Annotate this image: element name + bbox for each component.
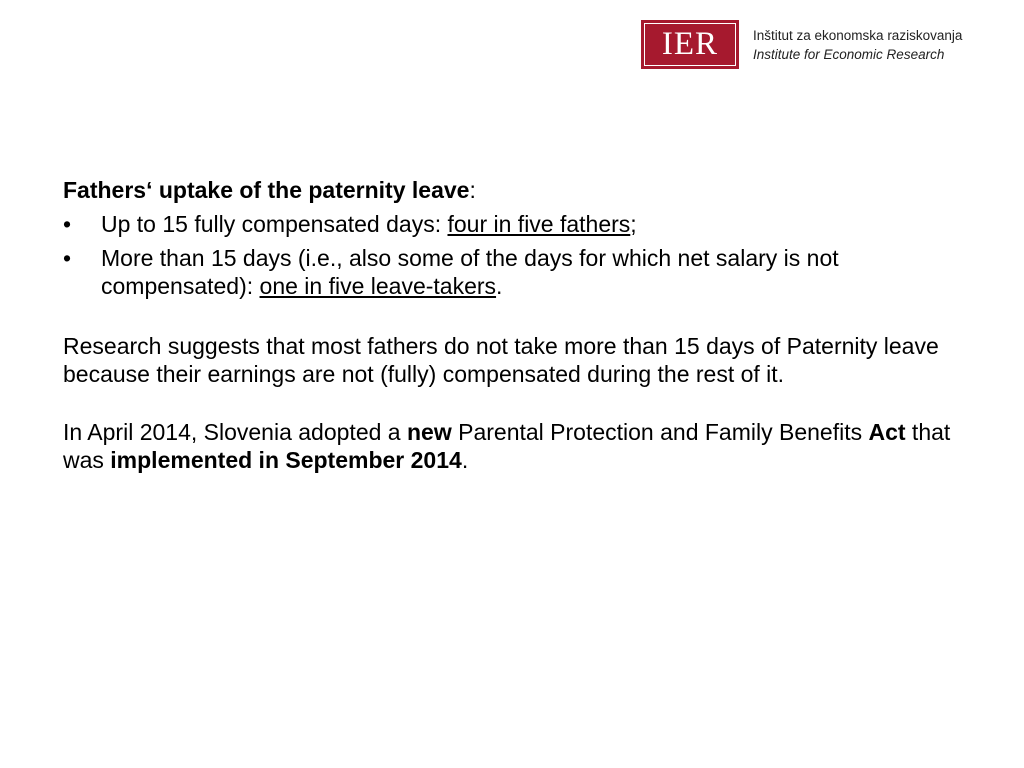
bullet-item: [63, 244, 983, 300]
section-heading: [63, 176, 983, 204]
ier-logo: [641, 20, 962, 69]
act-bold-new: new: [406, 419, 452, 445]
bullet-text: Up to 15 fully compensated days:: [101, 211, 448, 237]
slide-body: [63, 176, 983, 474]
bullet-item: [63, 210, 983, 238]
bullet-end: .: [496, 273, 503, 299]
institute-name-slovene: Inštitut za ekonomska raziskovanja: [753, 27, 963, 43]
act-bold-implemented: implemented in September 2014: [110, 447, 462, 473]
act-bold-act: Act: [868, 419, 906, 445]
uptake-bullet-list: [63, 210, 983, 300]
section-heading-colon: :: [469, 177, 476, 203]
section-heading-bold: Fathers‘ uptake of the paternity leave: [63, 177, 470, 203]
act-text-4: .: [461, 447, 469, 473]
institute-name: [753, 26, 962, 64]
bullet-text: More than 15 days (i.e., also some of the days for which net salary is not compensated):: [101, 245, 839, 299]
research-paragraph: Research suggests that most fathers do not take more than 15 days of Paternity leave because their earnings are not (fully) compensated during the rest of it.: [63, 333, 939, 387]
act-text-2: Parental Protection and Family Benefits: [451, 419, 869, 445]
ier-logo-mark: IER: [641, 20, 739, 69]
bullet-marker: •: [63, 211, 72, 237]
act-text-3: that was: [63, 419, 951, 473]
act-paragraph: [63, 418, 983, 474]
bullet-underlined: one in five leave-takers: [259, 273, 497, 299]
act-text-1: In April 2014, Slovenia adopted a: [63, 419, 407, 445]
bullet-underlined: four in five fathers: [447, 211, 631, 237]
institute-name-english: Institute for Economic Research: [753, 46, 945, 62]
bullet-end: ;: [630, 211, 637, 237]
bullet-marker: •: [63, 245, 72, 271]
